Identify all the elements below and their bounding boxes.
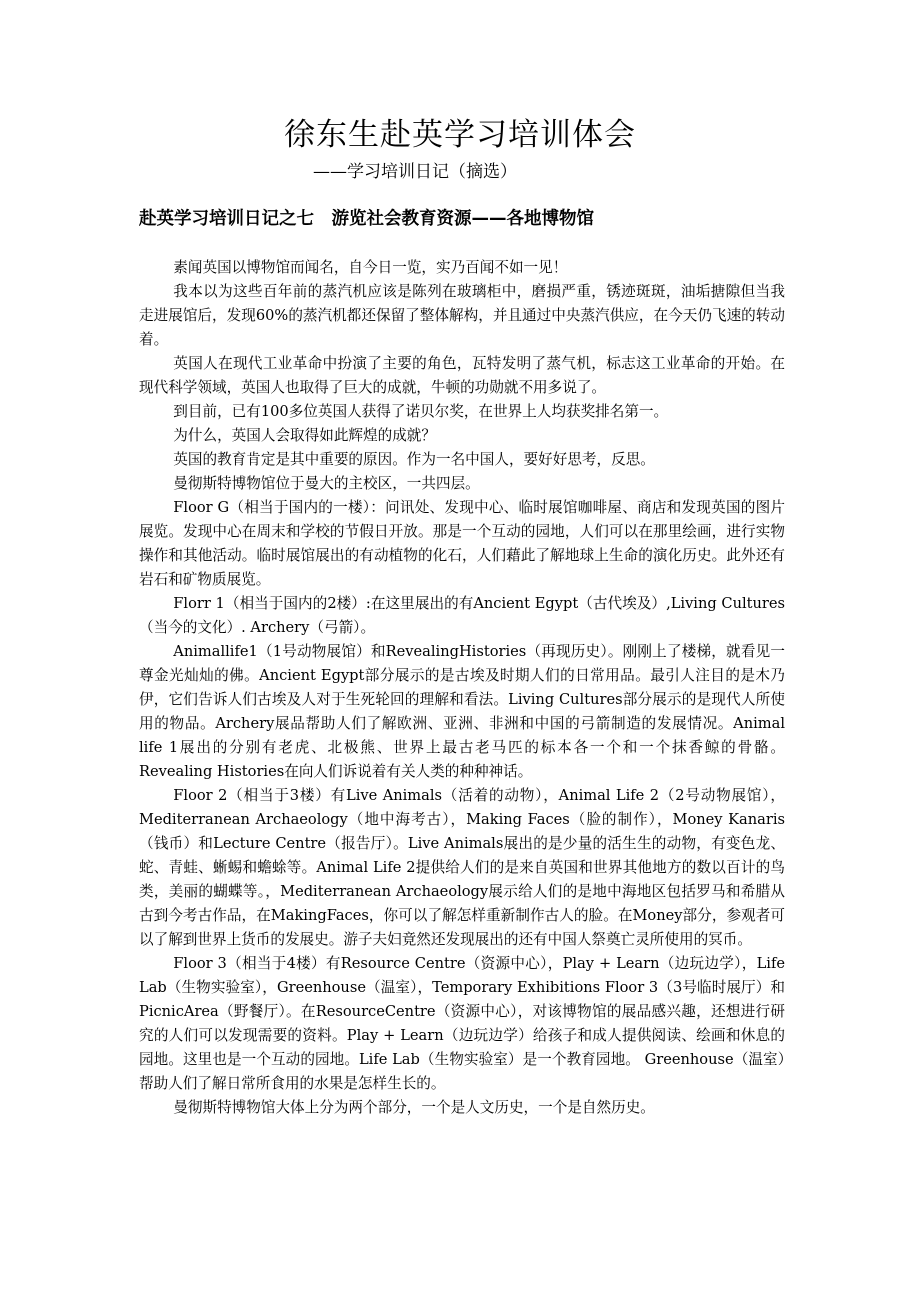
- paragraph: Florr 1（相当于国内的2楼）:在这里展出的有Ancient Egypt（古代埃及）,Living Cultures（当今的文化）. Archery（弓箭）。: [139, 595, 785, 636]
- paragraph: 曼彻斯特博物馆位于曼大的主校区，一共四层。: [173, 475, 480, 492]
- body-text: [139, 256, 785, 1120]
- document-title: 徐东生赴英学习培训体会: [284, 117, 636, 153]
- paragraph: 英国人在现代工业革命中扮演了主要的角色，瓦特发明了蒸气机，标志这工业革命的开始。在现代科学领域，英国人也取得了巨大的成就，牛顿的功勋就不用多说了。: [139, 355, 785, 396]
- paragraph: Floor G（相当于国内的一楼）：问讯处、发现中心、临时展馆咖啡屋、商店和发现英国的图片展览。发现中心在周末和学校的节假日开放。那是一个互动的园地，人们可以在那里绘画，进行实物操作和其他活动。临时展馆展出的有动植物的化石，人们藉此了解地球上生命的演化历史。此外还有岩石和矿物质展览。: [139, 499, 785, 588]
- paragraph: 到目前，已有100多位英国人获得了诺贝尔奖，在世界上人均获奖排名第一。: [173, 403, 669, 420]
- paragraph: 素闻英国以博物馆而闻名，自今日一览，实乃百闻不如一见！: [173, 259, 568, 276]
- paragraph: Floor 2（相当于3楼）有Live Animals（活着的动物），Animal Life 2（2号动物展馆），Mediterranean Archaeology（地中海考古），Making Faces（脸的制作），Money Kanaris（钱币）和Lecture Centre（报告厅）。Live Animals展出的是少量的活生生的动物，有变色龙、蛇、青蛙、蜥蜴和蟾蜍等。Animal Life 2提供给人们的是来自英国和世界其他地方的数以百计的鸟类，美丽的蝴蝶等。，Mediterranean Archaeology展示给人们的是地中海地区包括罗马和希腊从古到今考古作品，在MakingFaces，你可以了解怎样重新制作古人的脸。在Money部分，参观者可以了解到世界上货币的发展史。游子夫妇竟然还发现展出的还有中国人祭奠亡灵所使用的冥币。: [139, 787, 785, 948]
- paragraph: 为什么，英国人会取得如此辉煌的成就？: [173, 427, 436, 444]
- section-heading: 赴英学习培训日记之七 游览社会教育资源——各地博物馆: [139, 209, 594, 229]
- paragraph: Animallife1（1号动物展馆）和RevealingHistories（再现历史）。刚刚上了楼梯，就看见一尊金光灿灿的佛。Ancient Egypt部分展示的是古埃及时期人们的日常用品。最引人注目的是木乃伊，它们告诉人们古埃及人对于生死轮回的理解和看法。Living Cultures部分展示的是现代人所使用的物品。Archery展品帮助人们了解欧洲、亚洲、非洲和中国的弓箭制造的发展情况。Animal life 1展出的分别有老虎、北极熊、世界上最古老马匹的标本各一个和一个抹香鲸的骨骼。Revealing Histories在向人们诉说着有关人类的种种神话。: [139, 643, 785, 780]
- paragraph: Floor 3（相当于4楼）有Resource Centre（资源中心），Play + Learn（边玩边学），Life Lab（生物实验室），Greenhouse（温室），Temporary Exhibitions Floor 3（3号临时展厅）和PicnicArea（野餐厅）。在ResourceCentre（资源中心），对该博物馆的展品感兴趣，还想进行研究的人们可以发现需要的资料。Play + Learn（边玩边学）给孩子和成人提供阅读、绘画和休息的园地。这里也是一个互动的园地。Life Lab（生物实验室）是一个教育园地。 Greenhouse（温室）帮助人们了解日常所食用的水果是怎样生长的。: [139, 955, 785, 1092]
- paragraph: 英国的教育肯定是其中重要的原因。作为一名中国人，要好好思考，反思。: [173, 451, 655, 468]
- paragraph: 我本以为这些百年前的蒸汽机应该是陈列在玻璃柜中，磨损严重，锈迹斑斑，油垢搪隙但当我走进展馆后，发现60%的蒸汽机都还保留了整体解构，并且通过中央蒸汽供应，在今天仍飞速的转动着。: [139, 283, 785, 348]
- paragraph: 曼彻斯特博物馆大体上分为两个部分，一个是人文历史，一个是自然历史。: [173, 1099, 655, 1116]
- document-subtitle: ——学习培训日记（摘选）: [313, 162, 517, 182]
